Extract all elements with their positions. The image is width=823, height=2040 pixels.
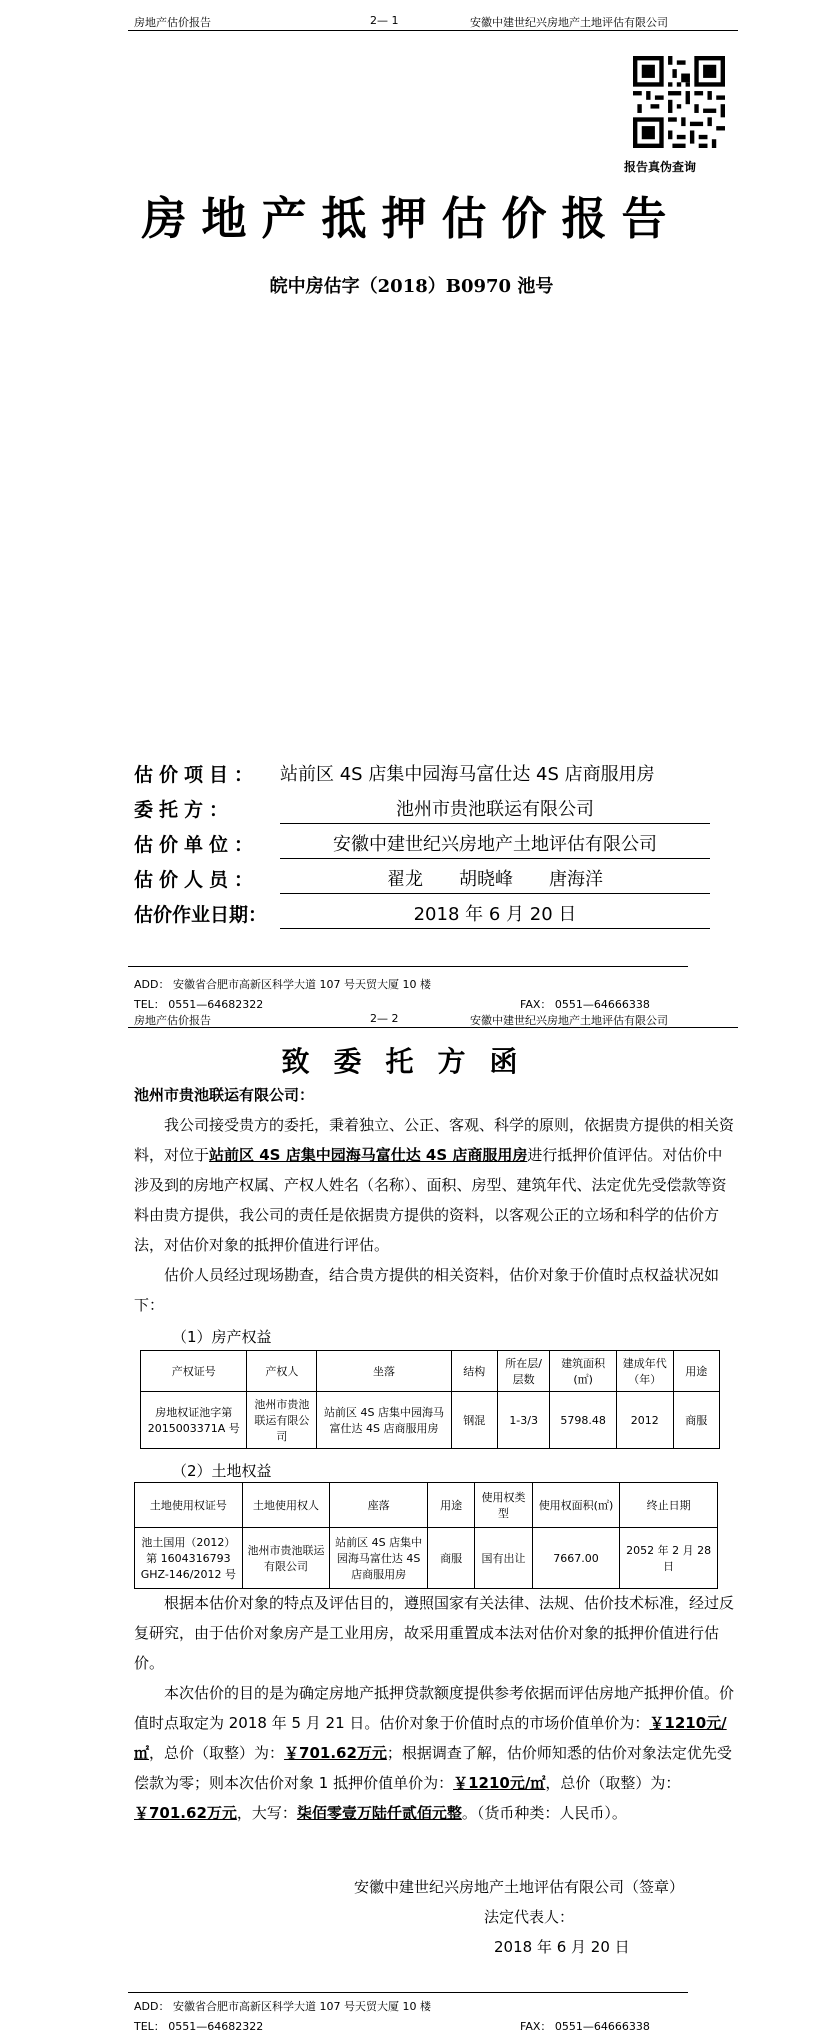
info-label-appraiser-company: 估价单位： (134, 834, 260, 856)
total-price: ￥701.62万元 (284, 1744, 387, 1762)
land-col-end-date: 终止日期 (620, 1483, 718, 1528)
total-price-uppercase: 柒佰零壹万陆仟贰佰元整 (296, 1804, 462, 1822)
report-title: 房地产抵押估价报告 (141, 192, 682, 245)
para1-property-name: 站前区 4S 店集中园海马富仕达 4S 店商服用房 (209, 1146, 528, 1164)
info-value-appraisers: 翟龙 胡晓峰 唐海洋 (280, 865, 710, 894)
land-cell-location: 站前区 4S 店集中园海马富仕达 4S 店商服用房 (330, 1528, 428, 1589)
para1-text-c: 进行抵押价值评估。对估价中涉及到的房地产权属、产权人姓名（名称）、面积、房型、建筑年代、法定优先受偿款等资料由贵方提供，我公司的责任是依据贵方提供的资料，以客观公正的立场和科学的估价方法，对估价对象的抵押价值进行评估。 (134, 1146, 727, 1254)
house-cell-cert: 房地权证池字第 2015003371A 号 (141, 1392, 247, 1449)
letter-paragraph-4 (134, 1678, 734, 1828)
land-col-user: 土地使用权人 (242, 1483, 330, 1528)
house-cell-floor: 1-3/3 (497, 1392, 549, 1449)
table-row (135, 1528, 718, 1589)
para4-text-d: ，总价（取整）为： (545, 1774, 681, 1792)
page2-footer-address: ADD： 安徽省合肥市高新区科学大道 107 号天贸大厦 10 楼 (134, 2000, 431, 2013)
house-cell-year: 2012 (616, 1392, 673, 1449)
para4-text-a: 本次估价的目的是为确定房地产抵押贷款额度提供参考依据而评估房地产抵押价值。价值时点取定为 2018 年 5 月 21 日。估价对象于价值时点的市场价值单价为： (134, 1684, 735, 1732)
house-col-owner: 产权人 (247, 1351, 317, 1392)
info-label-project: 估价项目： (134, 764, 260, 786)
report-number: 皖中房估字（2018）B0970 池号 (269, 276, 554, 297)
letter-paragraph-2: 估价人员经过现场勘查，结合贵方提供的相关资料，估价对象于价值时点权益状况如下： (134, 1266, 720, 1314)
house-cell-area: 5798.48 (550, 1392, 617, 1449)
signature-date: 2018 年 6 月 20 日 (494, 1938, 630, 1956)
table-row (141, 1392, 720, 1449)
land-cell-end-date: 2052 年 2 月 28 日 (620, 1528, 718, 1589)
page2-footer-rule (128, 1992, 688, 1993)
house-rights-title: （1）房产权益 (172, 1328, 272, 1346)
land-col-location: 座落 (330, 1483, 428, 1528)
house-col-year: 建成年代（年） (616, 1351, 673, 1392)
info-value-project: 站前区 4S 店集中园海马富仕达 4S 店商服用房 (280, 764, 655, 785)
page1-footer-rule (128, 966, 688, 967)
house-cell-use: 商服 (673, 1392, 719, 1449)
mortgage-total-price: ￥701.62万元 (134, 1804, 237, 1822)
para4-text-f: 。（货币种类：人民币）。 (461, 1804, 627, 1822)
info-label-appraisers: 估价人员： (134, 869, 260, 891)
house-rights-table (140, 1350, 720, 1449)
land-cell-type: 国有出让 (475, 1528, 532, 1589)
qr-code-icon (633, 56, 725, 148)
page2-header-rule (128, 1027, 738, 1028)
page1-footer-address: ADD： 安徽省合肥市高新区科学大道 107 号天贸大厦 10 楼 (134, 978, 431, 991)
page1-header-page-number: 2— 1 (370, 14, 399, 27)
land-col-use: 用途 (427, 1483, 474, 1528)
letter-title: 致委托方函 (281, 1045, 542, 1078)
letter-paragraph-1 (134, 1110, 734, 1260)
page1-header-rule (128, 30, 738, 31)
land-col-type: 使用权类型 (475, 1483, 532, 1528)
signature-legal-rep: 法定代表人： (484, 1908, 575, 1926)
info-label-work-date: 估价作业日期： (134, 904, 268, 926)
house-col-area: 建筑面积(㎡) (550, 1351, 617, 1392)
house-col-floor: 所在层/层数 (497, 1351, 549, 1392)
land-cell-use: 商服 (427, 1528, 474, 1589)
unit-price: ￥1210元/㎡ (134, 1714, 727, 1762)
house-col-structure: 结构 (451, 1351, 497, 1392)
page2-header-right: 安徽中建世纪兴房地产土地评估有限公司 (470, 1014, 668, 1027)
para4-text-e: ，大写： (236, 1804, 297, 1822)
qr-caption: 报告真伪查询 (624, 160, 697, 174)
para4-text-b: ，总价（取整）为： (149, 1744, 285, 1762)
land-col-area: 使用权面积(㎡) (532, 1483, 620, 1528)
letter-addressee: 池州市贵池联运有限公司： (134, 1086, 315, 1104)
info-value-client: 池州市贵池联运有限公司 (280, 795, 710, 824)
land-rights-title: （2）土地权益 (172, 1462, 272, 1480)
land-cell-user: 池州市贵池联运有限公司 (242, 1528, 330, 1589)
page2-header-page-number: 2— 2 (370, 1012, 399, 1025)
signature-company: 安徽中建世纪兴房地产土地评估有限公司（签章） (354, 1878, 685, 1896)
page2-header-left: 房地产估价报告 (134, 1014, 211, 1027)
house-cell-structure: 钢混 (451, 1392, 497, 1449)
house-col-location: 坐落 (317, 1351, 451, 1392)
para1-text-a: 我公司接受贵方的委托，秉着独立、公正、客观、科学的原则，依据贵方提供的相关资料，对位于 (134, 1116, 735, 1164)
land-col-cert: 土地使用权证号 (135, 1483, 243, 1528)
info-label-client: 委托方： (134, 799, 235, 821)
land-rights-table (134, 1482, 718, 1589)
para4-text-c: ；根据调查了解，估价师知悉的估价对象法定优先受偿款为零；则本次估价对象 1 抵押价值单价为： (134, 1744, 732, 1792)
house-table-header-row (141, 1351, 720, 1392)
letter-paragraph-3: 根据本估价对象的特点及评估目的，遵照国家有关法律、法规、估价技术标准，经过反复研究，由于估价对象房产是工业用房，故采用重置成本法对估价对象的抵押价值进行估价。 (134, 1594, 735, 1672)
page2-footer-tel: TEL： 0551—64682322 (134, 2020, 264, 2033)
house-cell-location: 站前区 4S 店集中园海马富仕达 4S 店商服用房 (317, 1392, 451, 1449)
page1-footer-tel: TEL： 0551—64682322 (134, 998, 264, 1011)
land-cell-area: 7667.00 (532, 1528, 620, 1589)
mortgage-unit-price: ￥1210元/㎡ (453, 1774, 546, 1792)
page1-header-right: 安徽中建世纪兴房地产土地评估有限公司 (470, 16, 668, 29)
info-value-work-date: 2018 年 6 月 20 日 (280, 900, 710, 929)
land-cell-cert: 池土国用（2012）第 1604316793 GHZ-146/2012 号 (135, 1528, 243, 1589)
page1-header-left: 房地产估价报告 (134, 16, 211, 29)
house-cell-owner: 池州市贵池联运有限公司 (247, 1392, 317, 1449)
house-col-cert: 产权证号 (141, 1351, 247, 1392)
land-table-header-row (135, 1483, 718, 1528)
page2-footer-fax: FAX： 0551—64666338 (520, 2020, 650, 2033)
info-value-appraiser-company: 安徽中建世纪兴房地产土地评估有限公司 (280, 830, 710, 859)
house-col-use: 用途 (673, 1351, 719, 1392)
page1-footer-fax: FAX： 0551—64666338 (520, 998, 650, 1011)
